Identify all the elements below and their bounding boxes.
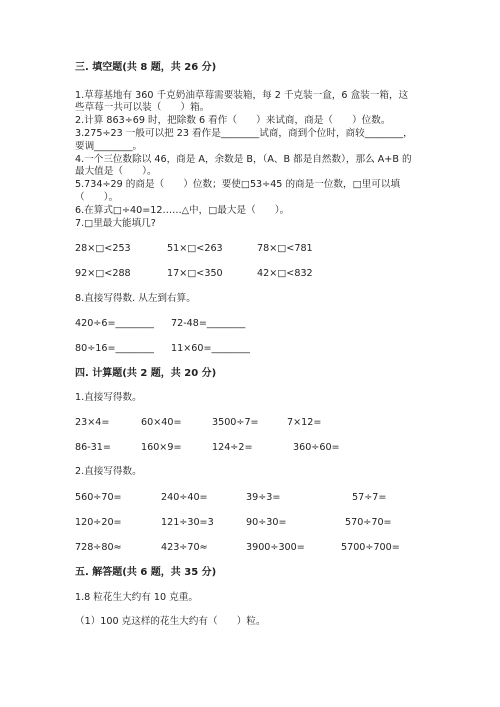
q3-7-item: 28×□<253 (75, 243, 131, 254)
q3-7-item: 17×□<350 (167, 268, 223, 279)
q4-1-item: 3500÷7= (212, 417, 259, 428)
section-5-heading: 五. 解答题(共 6 题，共 35 分) (75, 567, 217, 578)
q4-1-item: 86-31= (75, 442, 111, 453)
q3-1-line2: 些草莓一共可以装（ ）箱。 (75, 102, 210, 113)
q3-2: 2.计算 863÷69 时，把除数 6 看作（ ）来试商，商是（ ）位数。 (75, 115, 391, 126)
q3-5-line2: （ ）。 (75, 192, 119, 203)
q4-2-title: 2.直接写得数。 (75, 466, 142, 477)
q3-4-line1: 4.一个三位数除以 46，商是 A，余数是 B，（A、B 都是自然数），那么 A+B 的 (75, 154, 412, 165)
q5-1-sub: （1）100 克这样的花生大约有（ ）粒。 (75, 616, 266, 627)
q3-3-line1: 3.275÷23 一般可以把 23 看作是________试商，商到个位时，商较________， (75, 128, 413, 139)
q4-2-item: 570÷70= (345, 517, 392, 528)
q4-2-item: 121÷30=3 (161, 517, 214, 528)
q4-1-title: 1.直接写得数。 (75, 392, 142, 403)
q4-2-item: 5700÷700= (341, 542, 400, 553)
q3-7-title: 7.□里最大能填几? (75, 218, 156, 229)
q3-8-item: 80÷16=________ (75, 343, 154, 354)
q4-2-item: 240÷40= (161, 492, 208, 503)
q4-2-item: 423÷70≈ (161, 542, 208, 553)
q3-6: 6.在算式□÷40=12……△中，□最大是（ ）。 (75, 205, 290, 216)
q4-2-item: 57÷7= (352, 492, 387, 503)
q3-1-line1: 1.草莓基地有 360 千克奶油草莓需要装箱，每 2 千克装一盒，6 盒装一箱，这 (75, 90, 409, 101)
q3-3-line2: 要调________。 (75, 141, 143, 152)
q3-5-line1: 5.734÷29 的商是（ ）位数；要使□53÷45 的商是一位数，□里可以填 (75, 179, 401, 190)
q5-1-text: 1.8 粒花生大约有 10 克重。 (75, 592, 198, 603)
q4-2-item: 90÷30= (246, 517, 287, 528)
q4-1-item: 7×12= (287, 417, 322, 428)
section-4-heading: 四. 计算题(共 2 题，共 20 分) (75, 368, 217, 379)
q4-1-item: 360÷60= (293, 442, 340, 453)
q4-2-item: 39÷3= (246, 492, 281, 503)
section-3-heading: 三. 填空题(共 8 题，共 26 分) (75, 62, 217, 73)
q3-8-title: 8.直接写得数. 从左到右算。 (75, 293, 196, 304)
q4-2-item: 728÷80≈ (75, 542, 122, 553)
q3-7-item: 78×□<781 (257, 243, 313, 254)
q4-1-item: 60×40= (141, 417, 182, 428)
q3-4-line2: 最大值是（ ）。 (75, 166, 157, 177)
q3-8-item: 11×60=________ (171, 343, 250, 354)
q3-7-item: 51×□<263 (167, 243, 223, 254)
q4-2-item: 560÷70= (75, 492, 122, 503)
q4-1-item: 23×4= (75, 417, 110, 428)
q4-2-item: 3900÷300= (246, 542, 305, 553)
q3-8-item: 420÷6=________ (75, 318, 154, 329)
q4-1-item: 124÷2= (212, 442, 253, 453)
q3-8-item: 72-48=________ (171, 318, 246, 329)
q3-7-item: 42×□<832 (257, 268, 313, 279)
q4-2-item: 120÷20= (75, 517, 122, 528)
q4-1-item: 160×9= (141, 442, 182, 453)
q3-7-item: 92×□<288 (75, 268, 131, 279)
